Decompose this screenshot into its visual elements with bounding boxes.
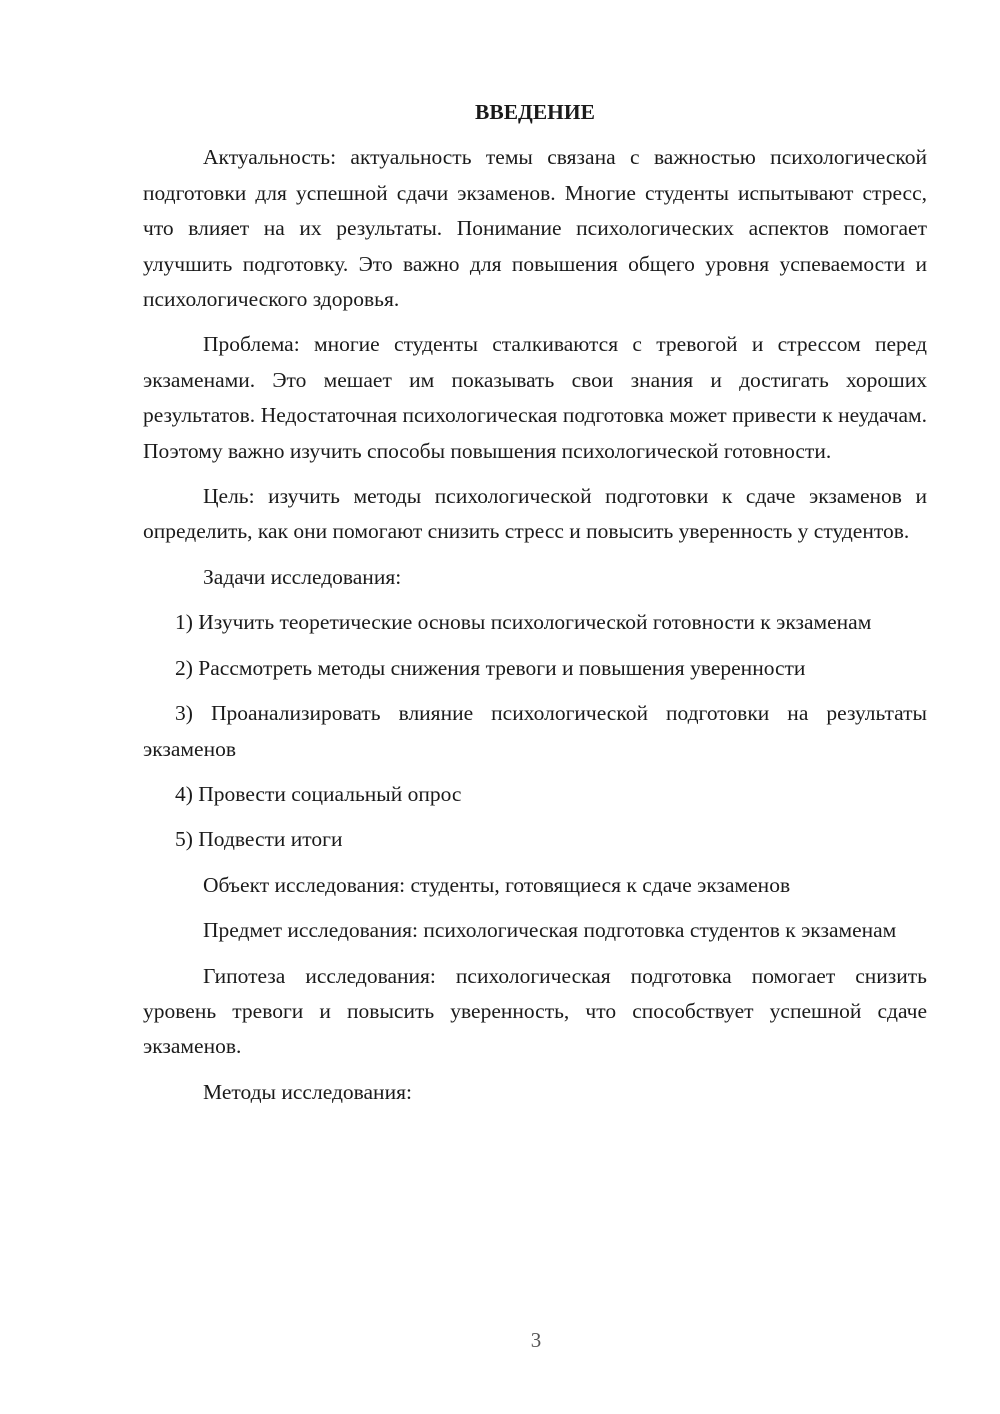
methods-heading: Методы исследования: xyxy=(203,1079,412,1104)
page-content xyxy=(143,95,927,1120)
object-paragraph: Объект исследования: студенты, готовящиеся к сдаче экзаменов xyxy=(203,872,791,897)
task-item-2: 2) Рассмотреть методы снижения тревоги и повышения уверенности xyxy=(175,655,806,680)
problem-paragraph: Проблема: многие студенты сталкиваются с тревогой и стрессом перед экзаменами. Это мешает им показывать свои знания и достигать хороших результатов. Недостаточная психологическая подготовка может привести к неудачам. Поэтому важно изучить способы повышения психологической готовности. xyxy=(143,332,927,463)
section-title: ВВЕДЕНИЕ xyxy=(475,100,595,124)
task-item-4: 4) Провести социальный опрос xyxy=(175,781,462,806)
task-item-1: 1) Изучить теоретические основы психологической готовности к экзаменам xyxy=(175,610,872,635)
tasks-heading: Задачи исследования: xyxy=(203,564,402,589)
task-item-3: 3) Проанализировать влияние психологической подготовки на результаты экзаменов xyxy=(143,701,927,761)
page-number: 3 xyxy=(530,1328,542,1352)
goal-paragraph: Цель: изучить методы психологической подготовки к сдаче экзаменов и определить, как они помогают снизить стресс и повысить уверенность у студентов. xyxy=(143,484,927,544)
hypothesis-paragraph: Гипотеза исследования: психологическая подготовка помогает снизить уровень тревоги и повысить уверенность, что способствует успешной сдаче экзаменов. xyxy=(143,963,927,1059)
subject-paragraph: Предмет исследования: психологическая подготовка студентов к экзаменам xyxy=(203,918,897,943)
task-item-5: 5) Подвести итоги xyxy=(175,827,343,852)
relevance-paragraph: Актуальность: актуальность темы связана с важностью психологической подготовки для успешной сдачи экзаменов. Многие студенты испытывают стресс, что влияет на их результаты. Понимание психологических аспектов помогает улучшить подготовку. Это важно для повышения общего уровня успеваемости и психологического здоровья. xyxy=(143,145,927,312)
